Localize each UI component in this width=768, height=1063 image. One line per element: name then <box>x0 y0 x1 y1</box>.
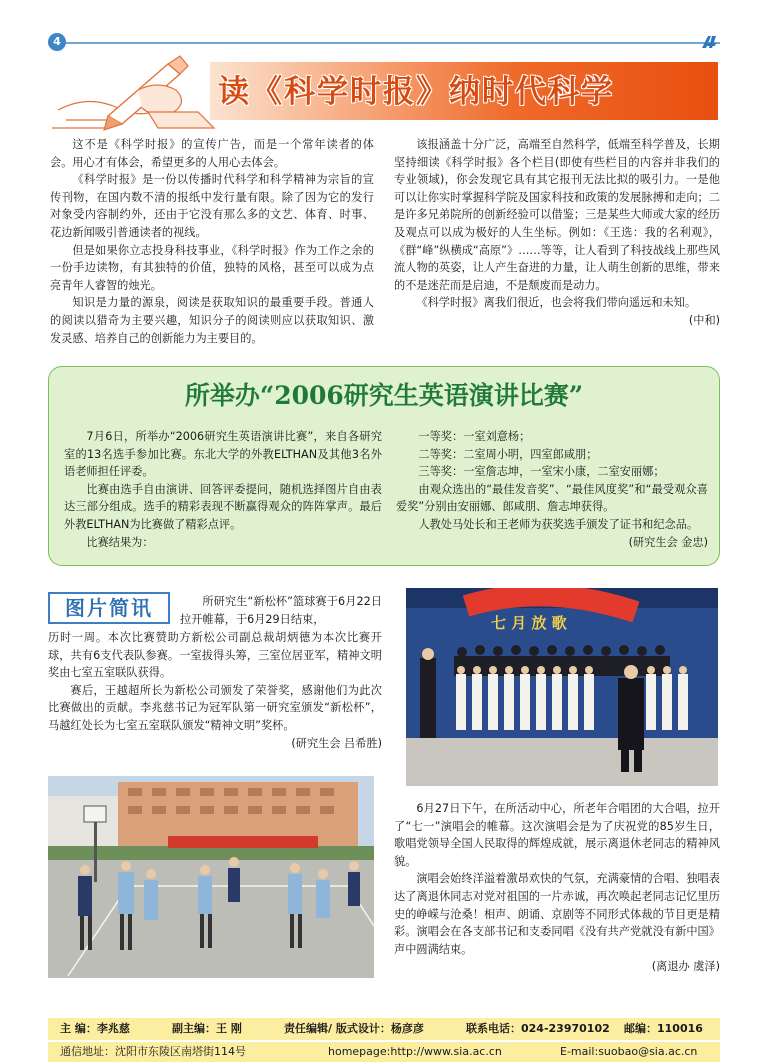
pen-writing-icon <box>48 50 218 132</box>
article-left-column <box>50 136 374 347</box>
paragraph-text: 演唱会始终洋溢着激昂欢快的气氛，充满豪情的合唱、独唱表达了离退休同志对党对祖国的一片赤诚，再次唤起老同志记忆里历史的峥嵘与沧桑！相声、朗诵、京剧等不同形式体裁的节目更是精彩。演唱会在各支部书记和支委同唱《没有共产党就没有新中国》声中圆满结束。 <box>394 872 720 956</box>
paragraph: 比赛结果为： <box>86 535 154 549</box>
institute-logo-icon <box>700 34 718 50</box>
paragraph: 该报涵盖十分广泛，高端至自然科学，低端至科学普及，长期坚持细读《科学时报》各个栏目(即使有些栏目的内容并非我们的专业领域)，你会发现它具有其它报刊无法比拟的吸引力。一是他可以让你实时掌握科学院及国家科技和政策的发展脉搏和走向；二是许多兄弟院所的创新经验可以借鉴；三是某些大师或大家的经历及观点可以成为极好的人生坐标。例如：《王选：我的名利观》，《群“峰”纵横成“高原”》……等等，让人看到了科技战线上那些风流人物的英姿，让人产生奋进的力量，让人萌生创新的思维，带来的不是迷茫而是启迪，不是颓废而是动力。 <box>394 138 720 292</box>
paragraph: 由观众选出的“最佳发音奖”、“最佳风度奖”和“最受观众喜爱奖”分别由安丽娜、郎咸朋、詹志坤获得。 <box>396 482 708 514</box>
paragraph <box>396 516 708 551</box>
photo-news-label: 图片简讯 <box>48 592 170 624</box>
postcode: 邮编：110016 <box>624 1022 703 1035</box>
choir-stage-banner: 七 月 放 歌 <box>491 614 567 632</box>
banner-title: 读《科学时报》纳时代科学 <box>218 74 614 110</box>
layout-editor: 责任编辑/ 版式设计：杨彦彦 <box>284 1022 424 1035</box>
paragraph: 但是如果你立志投身科技事业，《科学时报》作为工作之余的一份手边读物，有其独特的价值，独特的风格，甚至可以成为点亮青年人睿智的烛光。 <box>50 243 374 292</box>
homepage-link[interactable]: homepage:http://www.sia.ac.cn <box>328 1045 502 1058</box>
article-right-column <box>394 136 720 330</box>
paragraph: 6月27日下午，在所活动中心，所老年合唱团的大合唱，拉开了“七一”演唱会的帷幕。这次演唱会是为了庆祝党的85岁生日，歌唱党领导全国人民取得的辉煌成就，展示离退休老同志的精神风貌。 <box>394 802 720 868</box>
paragraph <box>394 294 720 329</box>
deputy-editor: 副主编：王 刚 <box>172 1022 242 1035</box>
contact-phone: 联系电话：024-23970102 <box>466 1022 610 1035</box>
award-line: 一等奖：一室刘意杨； <box>418 430 531 443</box>
contest-signature: (研究生会 金忠) <box>628 535 708 549</box>
choir-article <box>394 800 720 976</box>
paragraph: 《科学时报》是一份以传播时代科学和科学精神为宗旨的宣传刊物，在国内数不清的报纸中发行量有限。除了因为它的发行对象受内容制约外，还由于它没有那么多的文艺、体育、时事、花边新闻吸引普通读者的视线。 <box>50 173 374 239</box>
email-link[interactable]: E-mail:suobao@sia.ac.cn <box>560 1045 698 1058</box>
choir-photo <box>406 588 718 786</box>
choir-signature: (离退办 虞泽) <box>651 960 720 974</box>
paragraph: 比赛由选手自由演讲、回答评委提问，随机选择图片自由表达三部分组成。选手的精彩表现不断赢得观众的阵阵掌声。最后外教ELTHAN为比赛做了精彩点评。 <box>64 482 382 531</box>
award-line: 二等奖：二室周小明，四室郎咸朋； <box>418 447 598 461</box>
paragraph: 所研究生“新松杯”篮球赛于6月22日拉开帷幕，于6月29日结束， <box>180 595 382 626</box>
contest-title: 所举办“2006研究生英语演讲比赛” <box>184 381 584 410</box>
footer-contact <box>48 1042 720 1062</box>
page-number: 4 <box>48 33 66 51</box>
paragraph: 历时一周。本次比赛赞助方新松公司副总裁胡炳德为本次比赛开球，共有6支代表队参赛。一室拔得头筹，三室位居亚军，精神文明奖由七室五室联队获得。 <box>48 631 382 680</box>
contest-right-column <box>396 428 708 551</box>
paragraph: 这不是《科学时报》的宣传广告，而是一个常年读者的体会。用心才有体会，希望更多的人用心去体会。 <box>50 138 374 169</box>
footer-editors <box>48 1018 720 1040</box>
paragraph-text: 《科学时报》离我们很近，也会将我们带向遥远和未知。 <box>416 296 697 310</box>
basketball-article <box>48 629 382 752</box>
mailing-address: 通信地址：沈阳市东陵区南塔街114号 <box>60 1045 246 1058</box>
chief-editor: 主 编：李兆慈 <box>60 1022 130 1035</box>
paragraph <box>48 682 382 752</box>
paragraph <box>394 870 720 976</box>
basketball-intro <box>180 593 382 628</box>
paragraph-text: 赛后，王越超所长为新松公司颁发了荣誉奖，感谢他们为此次比赛做出的贡献。李兆慈书记为冠军队第一研究室颁发“新松杯”，马越红处长为七室五室联队颁发“精神文明”奖杯。 <box>48 683 382 732</box>
paragraph-text: 人教处马处长和王老师为获奖选手颁发了证书和纪念品。 <box>418 517 699 531</box>
article-signature: (中和) <box>688 313 720 327</box>
award-line: 三等奖：一室詹志坤，一室宋小康，二室安丽娜； <box>418 465 665 479</box>
header-rule <box>48 42 720 44</box>
paragraph: 知识是力量的源泉，阅读是获取知识的最重要手段。普通人的阅读以猎奇为主要兴趣，知识分子的阅读则应以获取知识、激发灵感、培养自己的创新能力为主要目的。 <box>50 296 374 345</box>
contest-left-column <box>64 428 382 551</box>
basketball-photo <box>48 776 374 978</box>
paragraph: 7月6日，所举办“2006研究生英语演讲比赛”，来自各研究室的13名选手参加比赛。东北大学的外教ELTHAN及其他3名外语老师担任评委。 <box>64 430 382 479</box>
basketball-signature: (研究生会 吕希胜) <box>291 736 382 750</box>
